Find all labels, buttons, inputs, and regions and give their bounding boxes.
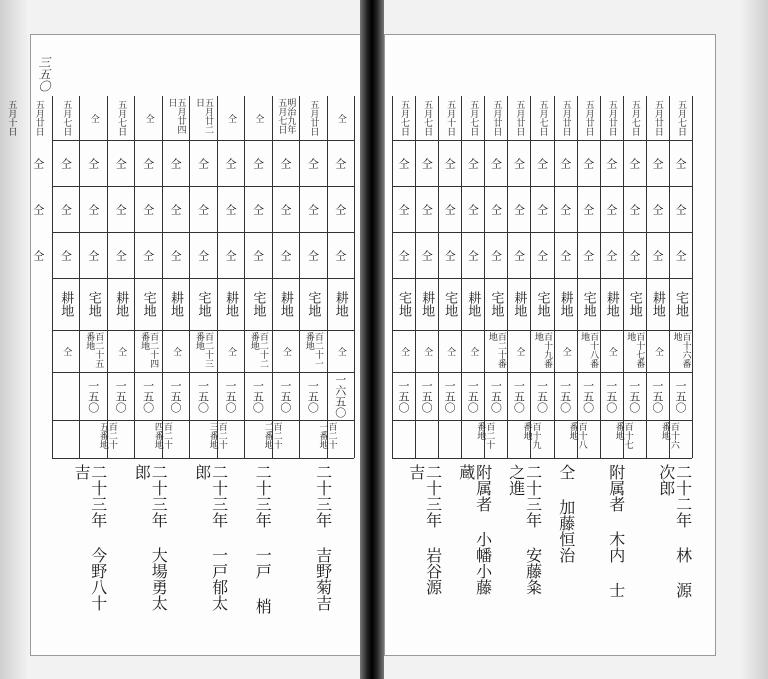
- dates-cell: 五月七日: [675, 100, 686, 136]
- row-lot-cell: 百十七番地: [625, 332, 645, 368]
- grid-row-line: [392, 186, 692, 187]
- row-c-cell: 仝: [604, 249, 618, 261]
- resident-name-entry: 二十三年 一戸郁太郎: [192, 464, 229, 611]
- row-lot-cell: 仝: [422, 346, 433, 356]
- dates-cell: 五月廿日: [491, 100, 502, 136]
- row-lot2-cell: 百十九番地: [521, 422, 541, 449]
- row-lot2-cell: 百二十三番地: [207, 422, 227, 449]
- row-a-cell: 仝: [86, 157, 100, 169]
- row-a-cell: 仝: [558, 157, 572, 169]
- row-land-cell: 宅地: [396, 291, 412, 317]
- row-b-cell: 仝: [466, 203, 480, 215]
- resident-name-entry: 附属者 小幡小藤蔵: [456, 464, 493, 595]
- row-b-cell: 仝: [251, 203, 265, 215]
- row-lot2-cell: 百十七番地: [613, 422, 633, 449]
- dates-cell: 五月七日: [116, 100, 127, 136]
- row-c-cell: 仝: [489, 249, 503, 261]
- row-land-cell: 宅地: [488, 291, 504, 317]
- row-lot-cell: 百十八番地: [579, 332, 599, 368]
- dates-cell: 仝: [253, 113, 264, 123]
- grid-row-line: [52, 232, 354, 233]
- dates-cell: 五月廿日: [33, 100, 44, 136]
- grid-row-line: [392, 278, 692, 279]
- row-land-cell: 耕地: [277, 291, 293, 317]
- row-a-cell: 仝: [443, 157, 457, 169]
- row-c-cell: 仝: [141, 249, 155, 261]
- dates-cell: 仝: [335, 113, 346, 123]
- row-c-cell: 仝: [443, 249, 457, 261]
- row-lot-cell: 仝: [171, 346, 182, 356]
- row-a-cell: 仝: [278, 157, 292, 169]
- row-b-cell: 仝: [420, 203, 434, 215]
- row-land-cell: 宅地: [305, 291, 321, 317]
- row-c-cell: 仝: [251, 249, 265, 261]
- dates-cell: 仝: [143, 113, 154, 123]
- row-land-cell: 耕地: [58, 291, 74, 317]
- row-land-cell: 耕地: [603, 291, 619, 317]
- row-c-cell: 仝: [86, 249, 100, 261]
- row-b-cell: 仝: [306, 203, 320, 215]
- row-b-cell: 仝: [114, 203, 128, 215]
- row-c-cell: 仝: [223, 249, 237, 261]
- row-lot-cell: 仝: [61, 346, 72, 356]
- grid-row-line: [52, 420, 354, 421]
- row-num-cell: 一五〇: [114, 379, 128, 413]
- row-land-cell: 耕地: [511, 291, 527, 317]
- row-num-cell: 一五〇: [278, 379, 292, 413]
- resident-name-entry: 仝 加藤恒治: [556, 464, 576, 563]
- row-num-cell: 一五〇: [650, 379, 664, 413]
- row-land-cell: 耕地: [168, 291, 184, 317]
- row-lot-cell: 百十六番地: [671, 332, 691, 368]
- dates-cell: 五月七日: [537, 100, 548, 136]
- grid-row-line: [392, 330, 692, 331]
- dates-cell: 五月七日: [468, 100, 479, 136]
- dates-cell: 五月廿日: [583, 100, 594, 136]
- dates-cell: 明治九年五月七日: [276, 98, 296, 134]
- row-num-cell: 一五〇: [306, 379, 320, 413]
- row-a-cell: 仝: [650, 157, 664, 169]
- row-lot2-cell: 百二十四番地: [152, 422, 172, 449]
- row-lot-cell: 仝: [116, 346, 127, 356]
- row-c-cell: 仝: [278, 249, 292, 261]
- resident-name-entry: 二十二年 林 源次郎: [656, 464, 693, 598]
- row-b-cell: 仝: [673, 203, 687, 215]
- row-b-cell: 仝: [333, 203, 347, 215]
- dates-cell: 五月十日: [445, 100, 456, 136]
- row-lot2-cell: 百二十五番地: [97, 422, 117, 449]
- row-b-cell: 仝: [397, 203, 411, 215]
- row-num-cell: 一五〇: [673, 379, 687, 413]
- row-c-cell: 仝: [114, 249, 128, 261]
- row-a-cell: 仝: [489, 157, 503, 169]
- row-b-cell: 仝: [627, 203, 641, 215]
- row-land-cell: 耕地: [419, 291, 435, 317]
- grid-row-line: [392, 420, 692, 421]
- grid-column-line: [692, 96, 693, 458]
- row-num-cell: 一五〇: [251, 379, 265, 413]
- row-a-cell: 仝: [196, 157, 210, 169]
- row-a-cell: 仝: [627, 157, 641, 169]
- row-lot-cell: 仝: [335, 346, 346, 356]
- row-a-cell: 仝: [169, 157, 183, 169]
- row-b-cell: 仝: [86, 203, 100, 215]
- row-lot2-cell: 百十八番地: [567, 422, 587, 449]
- row-c-cell: 仝: [673, 249, 687, 261]
- row-num-cell: 一五〇: [196, 379, 210, 413]
- row-num-cell: 一五〇: [512, 379, 526, 413]
- row-a-cell: 仝: [333, 157, 347, 169]
- row-lot-cell: 百十九番地: [532, 332, 552, 368]
- row-a-cell: 仝: [420, 157, 434, 169]
- row-lot-cell: 仝: [280, 346, 291, 356]
- row-num-cell: 一六五〇: [333, 374, 347, 418]
- row-lot2-cell: 百二十一番地: [317, 422, 337, 449]
- row-lot-cell: 百二十一番地: [303, 332, 323, 368]
- row-b-cell: 仝: [650, 203, 664, 215]
- resident-name-entry: 二十三年 大場勇太郎: [132, 464, 169, 611]
- row-a-cell: 仝: [512, 157, 526, 169]
- row-land-cell: 耕地: [222, 291, 238, 317]
- row-num-cell: 一五〇: [489, 379, 503, 413]
- dates-cell: 仝: [225, 113, 236, 123]
- resident-name-entry: 附属者 木内 士: [606, 464, 626, 598]
- row-c-cell: 仝: [650, 249, 664, 261]
- row-lot-cell: 仝: [514, 346, 525, 356]
- row-a-cell: 仝: [306, 157, 320, 169]
- row-num-cell: 一五〇: [397, 379, 411, 413]
- row-c-cell: 仝: [333, 249, 347, 261]
- grid-column-line: [354, 96, 355, 458]
- row-num-cell: 一五〇: [535, 379, 549, 413]
- row-b-cell: 仝: [535, 203, 549, 215]
- row-land-cell: 宅地: [250, 291, 266, 317]
- row-a-cell: 仝: [31, 157, 45, 169]
- row-num-cell: 一五〇: [443, 379, 457, 413]
- resident-name-entry: 二十三年 今野八十吉: [71, 464, 108, 611]
- row-b-cell: 仝: [581, 203, 595, 215]
- row-a-cell: 仝: [604, 157, 618, 169]
- row-lot2-cell: 百二十番地: [475, 422, 495, 449]
- row-c-cell: 仝: [196, 249, 210, 261]
- row-b-cell: 仝: [489, 203, 503, 215]
- row-b-cell: 仝: [558, 203, 572, 215]
- row-a-cell: 仝: [141, 157, 155, 169]
- row-a-cell: 仝: [673, 157, 687, 169]
- row-lot-cell: 百二十番地: [486, 332, 506, 368]
- row-c-cell: 仝: [306, 249, 320, 261]
- row-a-cell: 仝: [581, 157, 595, 169]
- row-c-cell: 仝: [466, 249, 480, 261]
- resident-name-entry: 二十三年 岩谷源吉: [406, 464, 443, 595]
- row-lot-cell: 百二十二番地: [248, 332, 268, 368]
- row-num-cell: 一五〇: [420, 379, 434, 413]
- row-land-cell: 耕地: [113, 291, 129, 317]
- row-num-cell: 一五〇: [604, 379, 618, 413]
- dates-cell: 仝: [88, 113, 99, 123]
- grid-row-line: [52, 372, 354, 373]
- grid-row-line: [392, 458, 692, 459]
- row-num-cell: 一五〇: [627, 379, 641, 413]
- row-land-cell: 耕地: [465, 291, 481, 317]
- row-lot-cell: 仝: [445, 346, 456, 356]
- dates-cell: 五月七日: [61, 100, 72, 136]
- row-c-cell: 仝: [581, 249, 595, 261]
- row-land-cell: 宅地: [442, 291, 458, 317]
- dates-cell: 五月廿日: [606, 100, 617, 136]
- row-num-cell: 一五〇: [223, 379, 237, 413]
- row-c-cell: 仝: [512, 249, 526, 261]
- row-num-cell: 一五〇: [581, 379, 595, 413]
- row-b-cell: 仝: [31, 203, 45, 215]
- dates-cell: 五月七日: [629, 100, 640, 136]
- row-c-cell: 仝: [31, 249, 45, 261]
- row-c-cell: 仝: [420, 249, 434, 261]
- row-c-cell: 仝: [558, 249, 572, 261]
- row-num-cell: 一五〇: [169, 379, 183, 413]
- row-b-cell: 仝: [278, 203, 292, 215]
- row-lot-cell: 百二十三番地: [194, 332, 213, 368]
- grid-row-line: [52, 278, 354, 279]
- row-a-cell: 仝: [466, 157, 480, 169]
- row-land-cell: 耕地: [332, 291, 348, 317]
- row-land-cell: 宅地: [85, 291, 101, 317]
- row-c-cell: 仝: [59, 249, 73, 261]
- row-lot-cell: 百二十五番地: [84, 332, 104, 368]
- row-land-cell: 宅地: [140, 291, 156, 317]
- row-land-cell: 耕地: [557, 291, 573, 317]
- grid-row-line: [392, 140, 692, 141]
- row-lot-cell: 仝: [652, 346, 663, 356]
- row-b-cell: 仝: [604, 203, 618, 215]
- page-number: 三五〇: [37, 56, 51, 92]
- row-lot-cell: 仝: [560, 346, 571, 356]
- row-num-cell: 一五〇: [466, 379, 480, 413]
- row-a-cell: 仝: [251, 157, 265, 169]
- dates-cell: 五月廿日: [514, 100, 525, 136]
- resident-name-entry: 二十三年 吉野菊吉: [313, 464, 333, 611]
- row-b-cell: 仝: [169, 203, 183, 215]
- row-a-cell: 仝: [59, 157, 73, 169]
- row-land-cell: 宅地: [672, 291, 688, 317]
- right-edge-shadow: [738, 0, 768, 679]
- row-c-cell: 仝: [169, 249, 183, 261]
- row-lot2-cell: 百十六番地: [659, 422, 679, 449]
- row-land-cell: 宅地: [534, 291, 550, 317]
- grid-row-line: [52, 458, 354, 459]
- resident-name-entry: 二十三年 一戸 梢: [253, 464, 273, 614]
- row-b-cell: 仝: [196, 203, 210, 215]
- grid-row-line: [392, 372, 692, 373]
- dates-cell: 五月七日: [422, 100, 433, 136]
- row-lot-cell: 仝: [468, 346, 479, 356]
- row-a-cell: 仝: [397, 157, 411, 169]
- row-land-cell: 宅地: [195, 291, 211, 317]
- row-b-cell: 仝: [141, 203, 155, 215]
- row-lot2-cell: 百二十二番地: [262, 422, 282, 449]
- book-gutter: [360, 0, 384, 679]
- grid-row-line: [52, 140, 354, 141]
- row-num-cell: 一五〇: [558, 379, 572, 413]
- row-land-cell: 耕地: [649, 291, 665, 317]
- row-b-cell: 仝: [59, 203, 73, 215]
- row-b-cell: 仝: [223, 203, 237, 215]
- row-a-cell: 仝: [223, 157, 237, 169]
- dates-cell: 五月廿日: [560, 100, 571, 136]
- row-land-cell: 宅地: [580, 291, 596, 317]
- resident-name-entry: 二十三年 安藤粂之進: [506, 464, 543, 595]
- dates-cell: 五月廿日: [652, 100, 663, 136]
- row-b-cell: 仝: [512, 203, 526, 215]
- row-a-cell: 仝: [114, 157, 128, 169]
- row-lot-cell: 仝: [606, 346, 617, 356]
- row-num-cell: 一五〇: [141, 379, 155, 413]
- row-c-cell: 仝: [397, 249, 411, 261]
- grid-row-line: [52, 330, 354, 331]
- row-lot-cell: 仝: [399, 346, 410, 356]
- dates-cell: 五月七日: [399, 100, 410, 136]
- dates-cell: 五月十日: [6, 100, 17, 136]
- row-land-cell: 宅地: [626, 291, 642, 317]
- dates-cell: 五月廿二日: [194, 98, 213, 134]
- row-num-cell: 一五〇: [86, 379, 100, 413]
- row-a-cell: 仝: [535, 157, 549, 169]
- row-c-cell: 仝: [535, 249, 549, 261]
- row-lot-cell: 仝: [225, 346, 236, 356]
- dates-cell: 五月廿四日: [166, 98, 186, 134]
- row-lot-cell: 百二十四番地: [139, 332, 159, 368]
- dates-cell: 五月廿日: [308, 100, 319, 136]
- grid-row-line: [52, 186, 354, 187]
- row-c-cell: 仝: [627, 249, 641, 261]
- row-b-cell: 仝: [443, 203, 457, 215]
- grid-row-line: [392, 232, 692, 233]
